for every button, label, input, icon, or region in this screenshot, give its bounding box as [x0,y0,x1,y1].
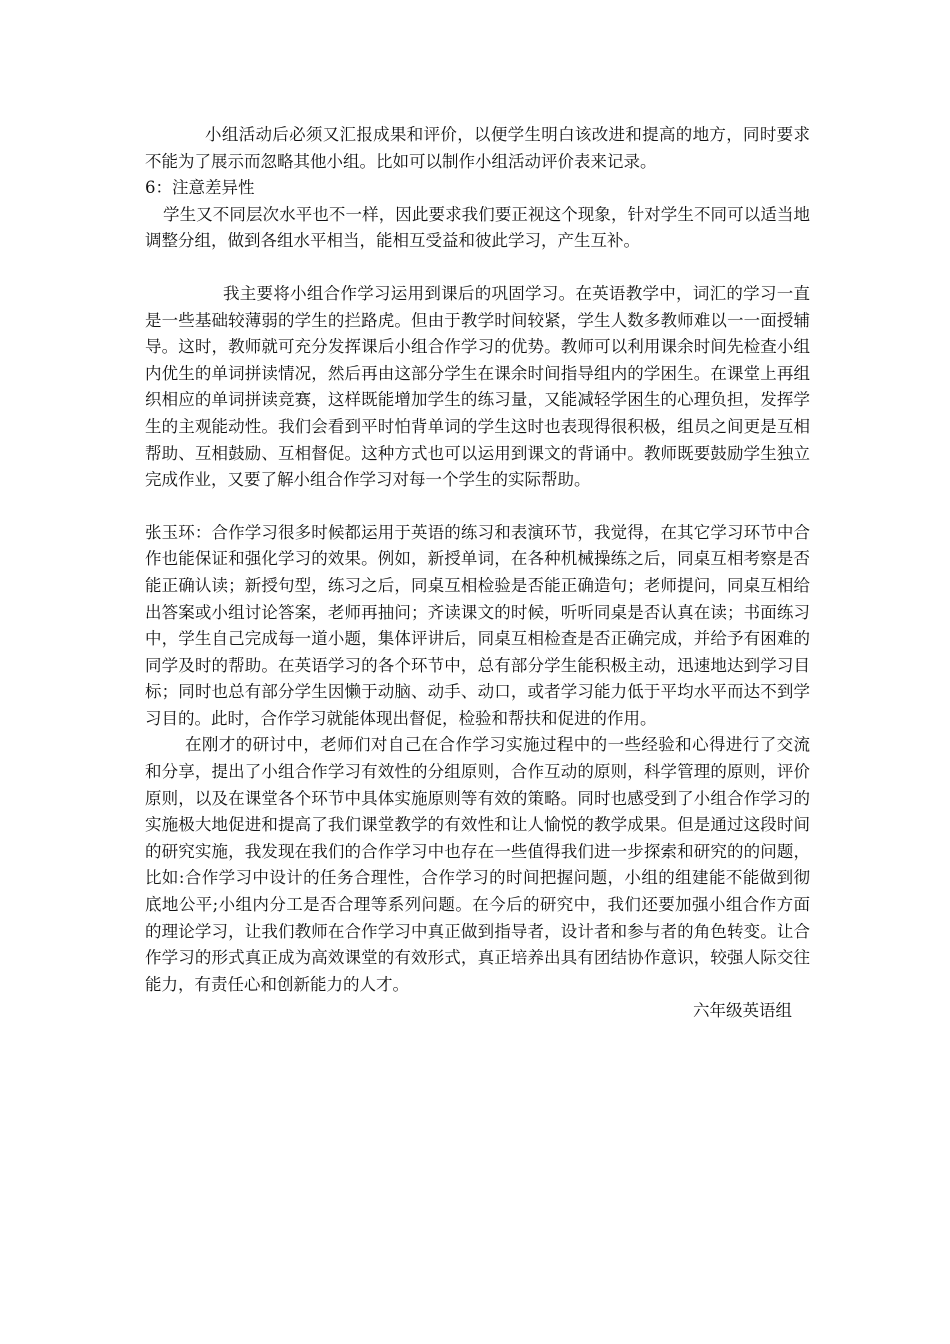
section-heading-differences: 6：注意差异性 [145,178,255,198]
signature: 六年级英语组 [693,1001,792,1021]
document-body [145,122,810,1025]
paragraph-after-class-study: 我主要将小组合作学习运用到课后的巩固学习。在英语教学中，词汇的学习一直是一些基础较薄弱的学生的拦路虎。但由于教学时间较紧，学生人数多教师难以一一面授辅导。这时，教师就可充分发挥课后小组合作学习的优势。教师可以利用课余时间先检查小组内优生的单词拼读情况，然后再由这部分学生在课余时间指导组内的学困生。在课堂上再组织相应的单词拼读竞赛，这样既能增加学生的练习量，又能减轻学困生的心理负担，发挥学生的主观能动性。我们会看到平时怕背单词的学生这时也表现得很积极，组员之间更是互相帮助、互相鼓励、互相督促。这种方式也可以运用到课文的背诵中。教师既要鼓励学生独立完成作业，又要了解小组合作学习对每一个学生的实际帮助。 [145,283,810,490]
paragraph-zhang-yuhuan: 张玉环：合作学习很多时候都运用于英语的练习和表演环节，我觉得，在其它学习环节中合作也能保证和强化学习的效果。例如，新授单词，在各种机械操练之后，同桌互相考察是否能正确认读；新授句型，练习之后，同桌互相检验是否能正确造句；老师提问，同桌互相给出答案或小组讨论答案，老师再抽问；齐读课文的时候，听听同桌是否认真在读；书面练习中，学生自己完成每一道小题，集体评讲后，同桌互相检查是否正确完成，并给予有困难的同学及时的帮助。在英语学习的各个环节中，总有部分学生能积极主动，迅速地达到学习目标；同时也总有部分学生因懒于动脑、动手、动口，或者学习能力低于平均水平而达不到学习目的。此时，合作学习就能体现出督促，检验和帮扶和促进的作用。 [145,522,810,728]
paragraph-student-levels: 学生又不同层次水平也不一样，因此要求我们要正视这个现象，针对学生不同可以适当地调整分组，做到各组水平相当，能相互受益和彼此学习，产生互补。 [145,204,810,251]
paragraph-activity-report: 小组活动后必须又汇报成果和评价，以便学生明白该改进和提高的地方，同时要求不能为了展示而忽略其他小组。比如可以制作小组活动评价表来记录。 [145,125,810,171]
paragraph-summary: 在刚才的研讨中，老师们对自己在合作学习实施过程中的一些经验和心得进行了交流和分享，提出了小组合作学习有效性的分组原则，合作互动的原则，科学管理的原则，评价原则，以及在课堂各个环节中具体实施原则等有效的策略。同时也感受到了小组合作学习的实施极大地促进和提高了我们课堂教学的有效性和让人愉悦的教学成果。但是通过这段时间的研究实施，我发现在我们的合作学习中也存在一些值得我们进一步探索和研究的的问题，比如:合作学习中设计的任务合理性，合作学习的时间把握问题，小组的组建能不能做到彻底地公平;小组内分工是否合理等系列问题。在今后的研究中，我们还要加强小组合作方面的理论学习，让我们教师在合作学习中真正做到指导者，设计者和参与者的角色转变。让合作学习的形式真正成为高效课堂的有效形式，真正培养出具有团结协作意识，较强人际交往能力，有责任心和创新能力的人才。 [145,735,810,994]
